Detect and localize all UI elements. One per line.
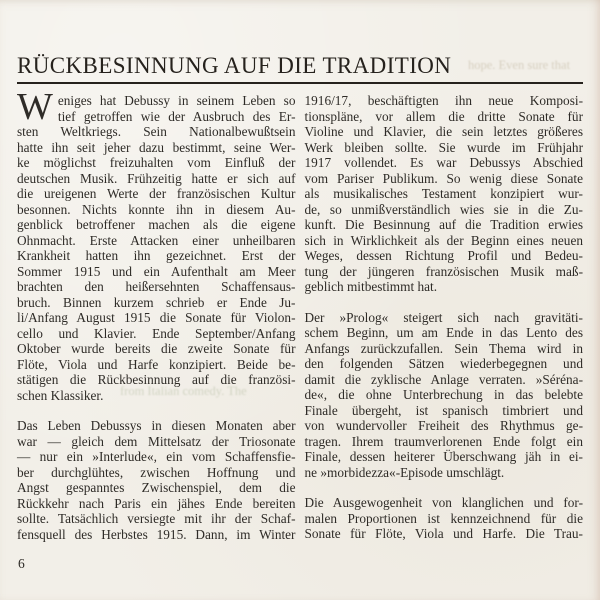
paragraph	[305, 310, 584, 481]
text-line: Ohnmacht. Erste Attacken einer unheilbaren	[17, 232, 296, 248]
text-line: Weges, dessen Richtung Profil und Bedeu-	[304, 248, 583, 263]
text-line: ne »morbidezza«-Episode umschlägt.	[304, 464, 505, 480]
text-line: cello und Klavier. Ende September/Anfang	[17, 325, 296, 341]
text-line: Finale übergeht, ist spanisch timbriert und	[304, 402, 583, 418]
text-line: de, so unmißverständlich wies sie in die Zu-	[304, 201, 583, 217]
text-line: Anfangs zurückzufallen. Sein Thema wird in	[304, 340, 583, 356]
text-line: tragen. Ihrem traumverlorenen Ende folgt ein	[304, 433, 583, 449]
text-line: 1916/17, beschäftigten ihn neue Komposi-	[304, 93, 583, 108]
text-line: Das Leben Debussys in diesen Monaten aber	[17, 418, 296, 433]
left-column	[17, 86, 296, 557]
text-line: Finale, dessen heiterer Überschwang jäh in ei-	[304, 449, 583, 464]
right-column	[305, 93, 584, 557]
text-line: Flöte, Viola und Harfe konzipiert. Beide be-	[17, 356, 296, 372]
text-line: deutschen Musik. Frühzeitig hatte er sich auf	[17, 170, 296, 186]
paragraph	[305, 495, 584, 542]
text-line: de«, die ohne Unterbrechung in das belebte	[304, 387, 583, 402]
bleedthrough-text: from Italian comedy. The	[120, 384, 247, 398]
text-line: genblick betroffener machen als die eigene	[17, 217, 296, 232]
paragraph	[17, 418, 296, 542]
text-line: kunft. Die Besinnung auf die Tradition erwies	[304, 217, 583, 232]
page-number: 6	[18, 556, 25, 571]
text-line: von wundervoller Freiheit des Rhythmus ge-	[304, 418, 583, 433]
text-line: tionspläne, vor allem die dritte Sonate für	[304, 108, 583, 124]
text-line: Angst gespanntes Zwischenspiel, dem die	[17, 480, 296, 495]
text-line: geblich mitbestimmt hat.	[304, 279, 438, 294]
text-line: vom Pariser Publikum. So wenig diese Sonate	[304, 170, 583, 186]
text-line: schen Klassiker.	[17, 387, 104, 403]
text-line: besonnen. Nichts konnte ihn in diesem Au-	[17, 201, 296, 217]
page-title: RÜCKBESINNUNG AUF DIE TRADITION	[17, 53, 452, 78]
text-line: sich in Wirklichkeit als der Beginn eines neuen	[304, 232, 583, 248]
text-line: malen Proportionen ist kennzeichnend für die	[304, 510, 583, 526]
text-line: schem Beginn, um am Ende in das Lento des	[304, 325, 583, 340]
text-line: li/Anfang August 1915 die Sonate für Violon-	[17, 310, 296, 325]
text-line: Sommer 1915 und ein Aufenthalt am Meer	[17, 263, 296, 279]
text-line: Der »Prolog« steigert sich nach gravitäti-	[304, 309, 583, 325]
text-line: eniges hat Debussy in seinem Leben so	[57, 93, 296, 108]
text-line: 1917 vollendet. Es war Debussys Abschied	[304, 155, 583, 170]
text-line: sollte. Tatsächlich versiegte mit ihr der Schaf-	[17, 511, 296, 526]
text-columns	[17, 86, 583, 557]
text-line: fensquell des Herbstes 1915. Dann, im Winter	[17, 526, 296, 542]
text-line: als musikalisches Testament konzipiert wur-	[304, 186, 583, 201]
text-line: tung der jüngeren französischen Musik maß-	[304, 263, 583, 279]
paragraph	[17, 86, 296, 403]
text-line: hatte ihn seit jeher dazu bestimmt, seine Wer-	[17, 139, 296, 155]
text-line: Sonate für Flöte, Viola und Harfe. Die Trau-	[304, 526, 583, 541]
text-line: Werk bleiben sollte. Sie wurde im Frühjahr	[304, 139, 583, 155]
text-line: brachten den heißersehnten Schaffensaus-	[17, 279, 296, 294]
text-line: war — gleich dem Mittelsatz der Triosonate	[17, 433, 296, 449]
text-line: ber durchglühtes, zwischen Hoffnung und	[17, 464, 296, 480]
text-line: Rückkehr nach Paris ein jähes Ende bereiten	[17, 495, 296, 511]
text-line: — nur ein »Interlude«, ein vom Schaffensfie-	[17, 449, 296, 464]
drop-cap: W	[17, 86, 53, 128]
text-line: Oktober wurde bereits die zweite Sonate für	[17, 341, 296, 356]
text-line: tief getroffen wie der Ausbruch des Er-	[57, 108, 296, 124]
text-line: damit die zyklische Anlage verraten. »Séréna-	[304, 371, 583, 387]
text-line: Die Ausgewogenheit von klanglichen und for-	[304, 495, 583, 510]
text-line: die ureigenen Werte der französischen Kultur	[17, 186, 296, 201]
text-line: ke möglichst freizuhalten vom Einfluß der	[17, 155, 296, 170]
text-line: Krankheit hatten ihn gezeichnet. Erst der	[17, 248, 296, 263]
text-line: den folgenden Sätzen wiederbegegnen und	[304, 356, 583, 371]
bleedthrough-text: hope. Even sure that	[468, 58, 571, 72]
paragraph	[305, 93, 584, 295]
text-line: sten Weltkriegs. Sein Nationalbewußtsein	[17, 124, 296, 139]
text-line: stätigen die Rückbesinnung auf die französi-	[17, 372, 296, 387]
text-line: Violine und Klavier, die sein letztes größeres	[304, 124, 583, 139]
title-rule	[17, 82, 583, 84]
text-line: bruch. Binnen kurzem schrieb er Ende Ju-	[17, 294, 296, 310]
